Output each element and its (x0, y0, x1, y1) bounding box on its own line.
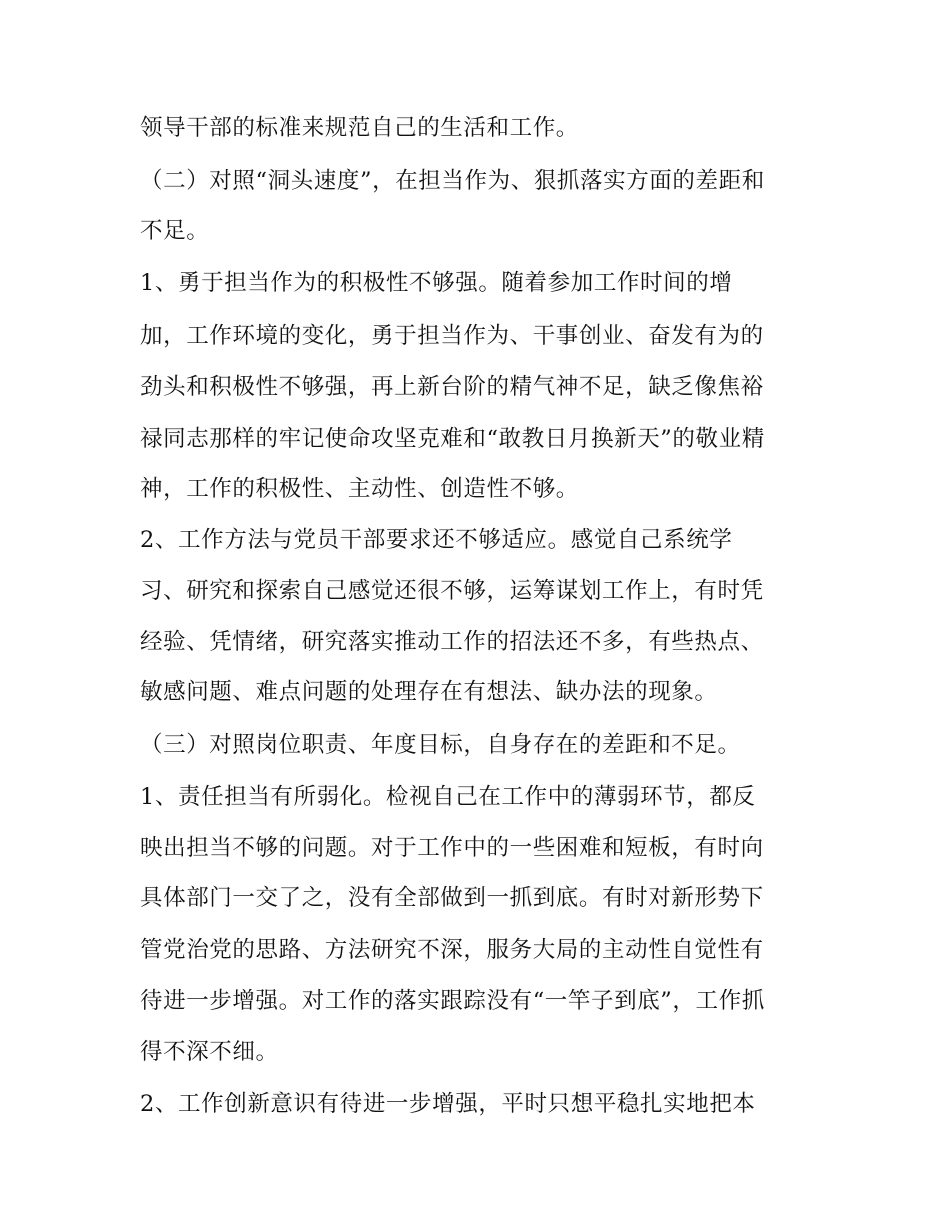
item-heading: 1、责任担当有所弱化。检视自己在工作中的薄弱环节，都反 (140, 784, 756, 810)
text-line: 待进一步增强。对工作的落实跟踪没有“一竿子到底”，工作抓 (140, 988, 765, 1014)
text-line: 禄同志那样的牢记使命攻坚克难和“敢教日月换新天”的敬业精 (140, 426, 765, 452)
text-line: 加，工作环境的变化，勇于担当作为、干事创业、奋发有为的 (140, 323, 764, 349)
text-line: 得不深不细。 (140, 1039, 279, 1065)
item-heading: 2、工作创新意识有待进一步增强，平时只想平稳扎实地把本 (140, 1091, 756, 1117)
text-line: 不足。 (140, 218, 210, 244)
text-line: 习、研究和探索自己感觉还很不够，运筹谋划工作上，有时凭 (140, 578, 764, 604)
text-line: 经验、凭情绪，研究落实推动工作的招法还不多，有些热点、 (140, 629, 764, 655)
text-line: 劲头和积极性不够强，再上新台阶的精气神不足，缺乏像焦裕 (140, 374, 764, 400)
section-heading: （三）对照岗位职责、年度目标，自身存在的差距和不足。 (140, 732, 741, 758)
text-line: 神，工作的积极性、主动性、创造性不够。 (140, 476, 579, 502)
item-heading: 2、工作方法与党员干部要求还不够适应。感觉自己系统学 (140, 527, 733, 553)
section-heading: （二）对照“洞头速度”，在担当作为、狠抓落实方面的差距和 (140, 168, 765, 194)
text-line: 映出担当不够的问题。对于工作中的一些困难和短板，有时向 (140, 835, 764, 861)
item-heading: 1、勇于担当作为的积极性不够强。随着参加工作时间的增 (140, 270, 733, 296)
text-line: 领导干部的标准来规范自己的生活和工作。 (140, 115, 579, 141)
text-line: 敏感问题、难点问题的处理存在有想法、缺办法的现象。 (140, 679, 718, 705)
text-line: 具体部门一交了之，没有全部做到一抓到底。有时对新形势下 (140, 885, 764, 911)
text-line: 管党治党的思路、方法研究不深，服务大局的主动性自觉性有 (140, 937, 764, 963)
